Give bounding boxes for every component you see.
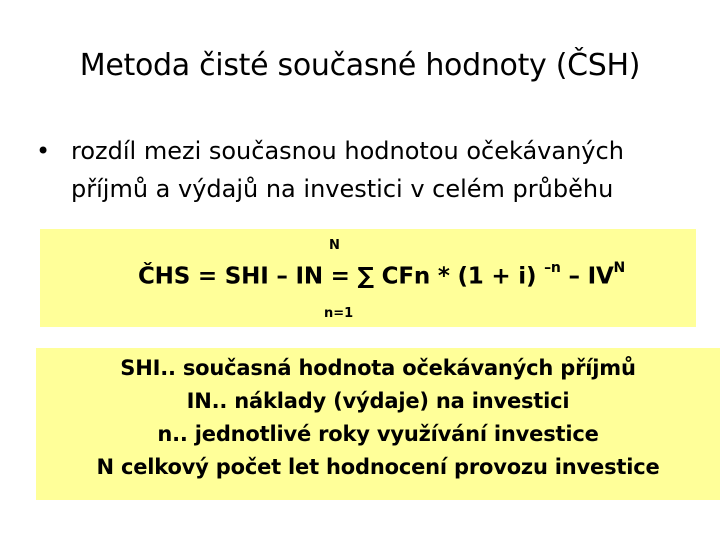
legend-line-N: N celkový počet let hodnocení provozu investice [96,455,660,479]
formula-exponent-N: N [613,260,626,276]
legend-box [36,348,720,500]
bullet-marker: • [36,137,51,165]
legend-line-in: IN.. náklady (výdaje) na investici [186,389,570,413]
bullet-text [71,132,701,208]
formula-box [40,229,696,327]
formula-middle: – IV [560,263,614,290]
formula-exponent-n: –n [544,260,561,276]
formula [138,260,626,290]
legend-line-n: n.. jednotlivé roky využívání investice [157,422,599,446]
sum-lower-limit: n=1 [324,306,354,321]
bullet-line-1: rozdíl mezi současnou hodnotou očekávaných [71,137,624,165]
formula-main: ČHS = SHI – IN = ∑ CFn * (1 + i) [138,263,537,290]
sum-upper-limit: N [329,238,340,253]
legend-line-shi: SHI.. současná hodnota očekávaných příjmů [120,356,636,380]
slide-title: Metoda čisté současné hodnoty (ČSH) [79,48,641,83]
bullet-line-2: příjmů a výdajů na investici v celém průběhu [71,175,614,203]
